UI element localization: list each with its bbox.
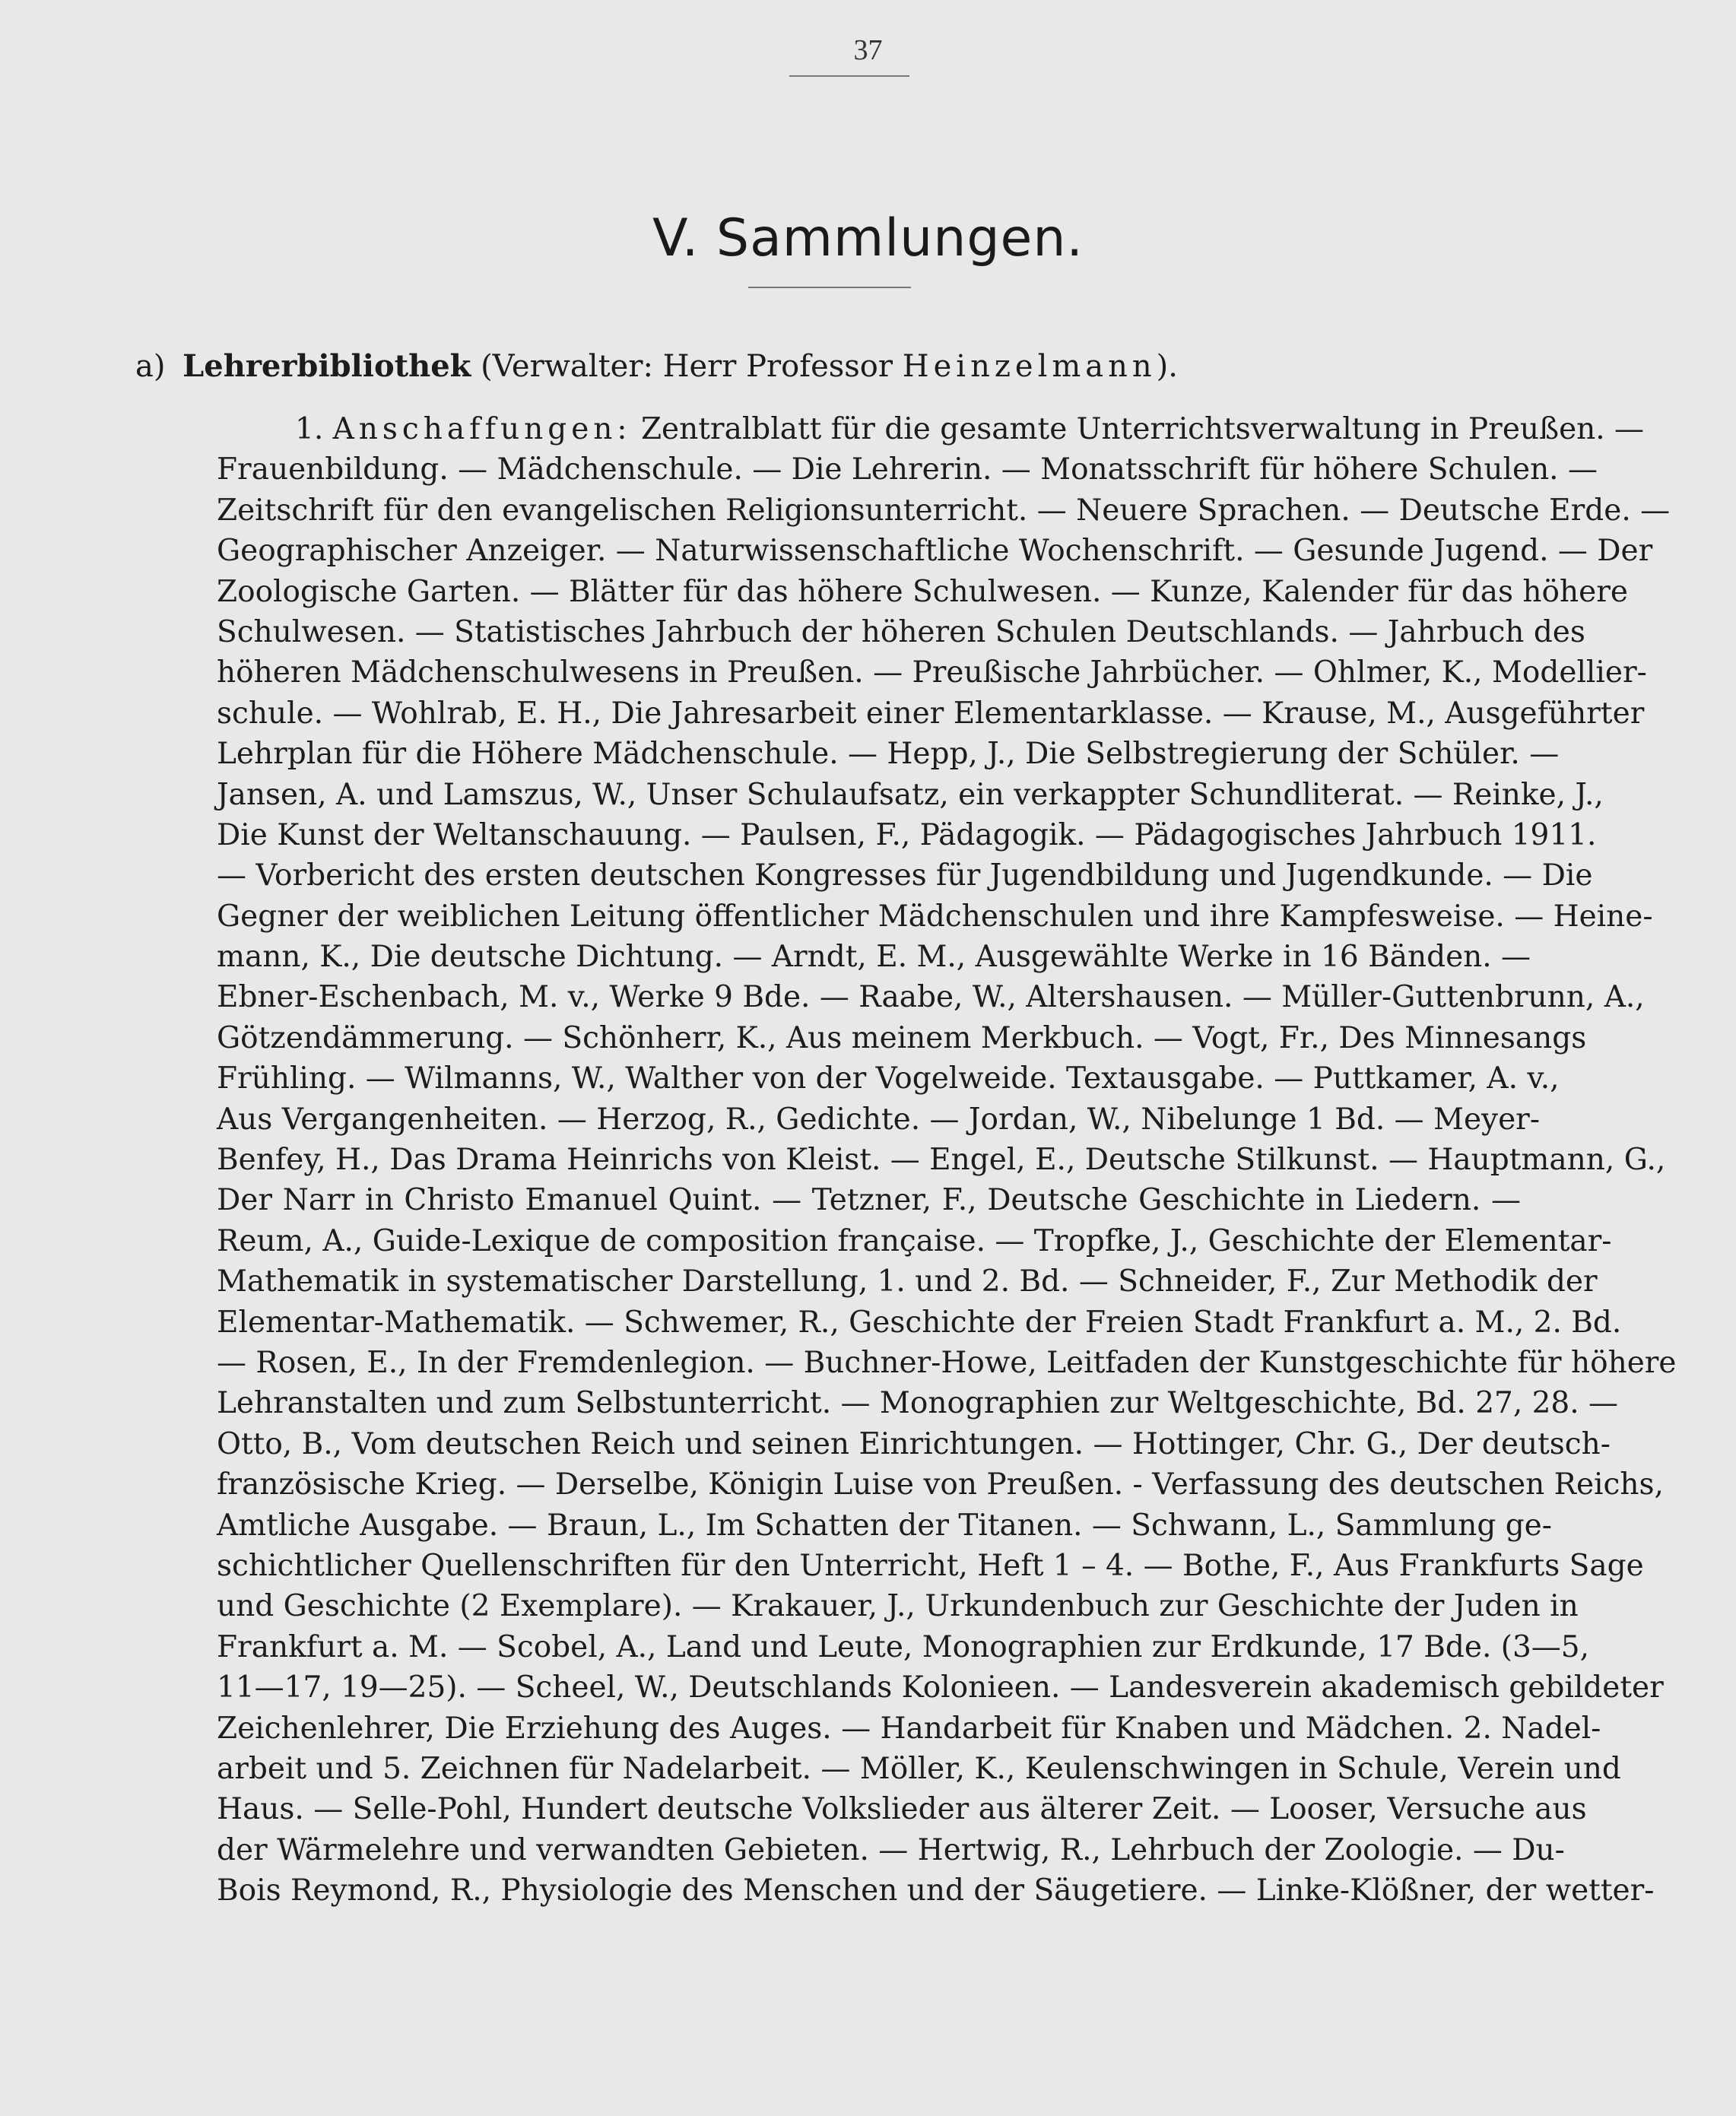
paragraph-line: und Geschichte (2 Exemplare). — Krakauer, J., Urkundenbuch zur Geschichte der Juden in — [217, 1589, 1579, 1624]
paragraph-first-line — [217, 409, 1645, 449]
paragraph-line: Zoologische Garten. — Blätter für das höhere Schulwesen. — Kunze, Kalender für das höhere — [217, 574, 1628, 609]
paragraph-line: Ebner-Eschenbach, M. v., Werke 9 Bde. — Raabe, W., Altershausen. — Müller-Guttenbrunn, A., — [217, 980, 1645, 1015]
paragraph-line: Frauenbildung. — Mädchenschule. — Die Lehrerin. — Monatsschrift für höhere Schulen. — — [217, 452, 1598, 487]
page-number: 37 — [853, 34, 883, 66]
paragraph-line: Haus. — Selle-Pohl, Hundert deutsche Volkslieder aus älterer Zeit. — Looser, Versuche aus — [217, 1792, 1587, 1827]
paragraph-line: Aus Vergangenheiten. — Herzog, R., Gedichte. — Jordan, W., Nibelunge 1 Bd. — Meyer- — [217, 1102, 1540, 1137]
paragraph-line: schichtlicher Quellenschriften für den Unterricht, Heft 1 – 4. — Bothe, F., Aus Frankfurts Sage — [217, 1548, 1644, 1583]
paragraph-line: Lehrplan für die Höhere Mädchenschule. — Hepp, J., Die Selbstregierung der Schüler. — — [217, 737, 1560, 772]
subsection-close: ). — [1156, 349, 1178, 384]
paragraph-line: arbeit und 5. Zeichnen für Nadelarbeit. — Möller, K., Keulenschwingen in Schule, Verein und — [217, 1751, 1621, 1786]
paragraph-line: Die Kunst der Weltanschauung. — Paulsen, F., Pädagogik. — Pädagogisches Jahrbuch 1911. — [217, 817, 1597, 852]
paragraph-line: Lehranstalten und zum Selbstunterricht. — Monographien zur Weltgeschichte, Bd. 27, 28. — — [217, 1386, 1619, 1421]
item-number: 1. — [295, 412, 324, 446]
subsection-heading — [135, 346, 1178, 387]
subsection-label: a) — [135, 349, 166, 384]
administrator-name: Heinzelmann — [902, 349, 1157, 384]
paragraph-line: Der Narr in Christo Emanuel Quint. — Tetzner, F., Deutsche Geschichte in Liedern. — — [217, 1183, 1521, 1218]
paragraph-line: schule. — Wohlrab, E. H., Die Jahresarbeit einer Elementarklasse. — Krause, M., Ausgeführter — [217, 696, 1645, 731]
paragraph-line: höheren Mädchenschulwesens in Preußen. — Preußische Jahrbücher. — Ohlmer, K., Modellier- — [217, 655, 1647, 690]
section-title: V. Sammlungen. — [652, 208, 1084, 268]
paragraph-line: Jansen, A. und Lamszus, W., Unser Schulaufsatz, ein verkappter Schundliterat. — Reinke, J., — [217, 777, 1604, 812]
paragraph-line: Mathematik in systematischer Darstellung, 1. und 2. Bd. — Schneider, F., Zur Methodik der — [217, 1264, 1598, 1299]
paragraph-line: Amtliche Ausgabe. — Braun, L., Im Schatten der Titanen. — Schwann, L., Sammlung ge- — [217, 1508, 1552, 1543]
paragraph-line: Zeitschrift für den evangelischen Religionsunterricht. — Neuere Sprachen. — Deutsche Erde. — — [217, 493, 1671, 528]
paragraph-line: Benfey, H., Das Drama Heinrichs von Kleist. — Engel, E., Deutsche Stilkunst. — Hauptmann, G., — [217, 1143, 1666, 1178]
paragraph-line: Götzendämmerung. — Schönherr, K., Aus meinem Merkbuch. — Vogt, Fr., Des Minnesangs — [217, 1020, 1587, 1055]
acquisitions-paragraph — [217, 409, 1677, 1911]
paragraph-line: der Wärmelehre und verwandten Gebieten. — Hertwig, R., Lehrbuch der Zoologie. — Du- — [217, 1832, 1565, 1867]
paragraph-line: Schulwesen. — Statistisches Jahrbuch der höheren Schulen Deutschlands. — Jahrbuch des — [217, 614, 1585, 649]
paragraph-line: Reum, A., Guide-Lexique de composition française. — Tropfke, J., Geschichte der Elementar- — [217, 1223, 1612, 1258]
paragraph-line: — Vorbericht des ersten deutschen Kongresses für Jugendbildung und Jugendkunde. — Die — [217, 858, 1593, 893]
paragraph-line: Zeichenlehrer, Die Erziehung des Auges. — Handarbeit für Knaben und Mädchen. 2. Nadel- — [217, 1711, 1601, 1746]
paragraph-line: 11—17, 19—25). — Scheel, W., Deutschlands Kolonieen. — Landesverein akademisch gebildeter — [217, 1670, 1664, 1705]
title-divider — [748, 287, 911, 288]
subsection-administrator: (Verwalter: Herr Professor — [481, 349, 893, 384]
paragraph-line: mann, K., Die deutsche Dichtung. — Arndt, E. M., Ausgewählte Werke in 16 Bänden. — — [217, 940, 1531, 975]
paragraph-line: — Rosen, E., In der Fremdenlegion. — Buchner-Howe, Leitfaden der Kunstgeschichte für höhere — [217, 1345, 1677, 1380]
paragraph-line: Bois Reymond, R., Physiologie des Menschen und der Säugetiere. — Linke-Klößner, der wetter- — [217, 1873, 1655, 1908]
paragraph-line: Gegner der weiblichen Leitung öffentlicher Mädchenschulen und ihre Kampfesweise. — Heine- — [217, 899, 1653, 934]
paragraph-line: Frühling. — Wilmanns, W., Walther von der Vogelweide. Textausgabe. — Puttkamer, A. v., — [217, 1061, 1560, 1096]
top-divider — [789, 75, 909, 77]
paragraph-lines — [217, 449, 1677, 1911]
paragraph-line: Frankfurt a. M. — Scobel, A., Land und Leute, Monographien zur Erdkunde, 17 Bde. (3—5, — [217, 1629, 1589, 1664]
first-line-text: Zentralblatt für die gesamte Unterrichtsverwaltung in Preußen. — — [640, 412, 1645, 446]
paragraph-line: Geographischer Anzeiger. — Naturwissenschaftliche Wochenschrift. — Gesunde Jugend. — Der — [217, 534, 1653, 569]
acquisitions-label: Anschaffungen: — [332, 412, 632, 446]
subsection-title: Lehrerbibliothek — [182, 348, 471, 384]
paragraph-line: Elementar-Mathematik. — Schwemer, R., Geschichte der Freien Stadt Frankfurt a. M., 2. Bd. — [217, 1305, 1622, 1340]
paragraph-line: Otto, B., Vom deutschen Reich und seinen Einrichtungen. — Hottinger, Chr. G., Der deutsch- — [217, 1426, 1611, 1461]
paragraph-line: französische Krieg. — Derselbe, Königin Luise von Preußen. - Verfassung des deutschen Reichs, — [217, 1467, 1664, 1502]
